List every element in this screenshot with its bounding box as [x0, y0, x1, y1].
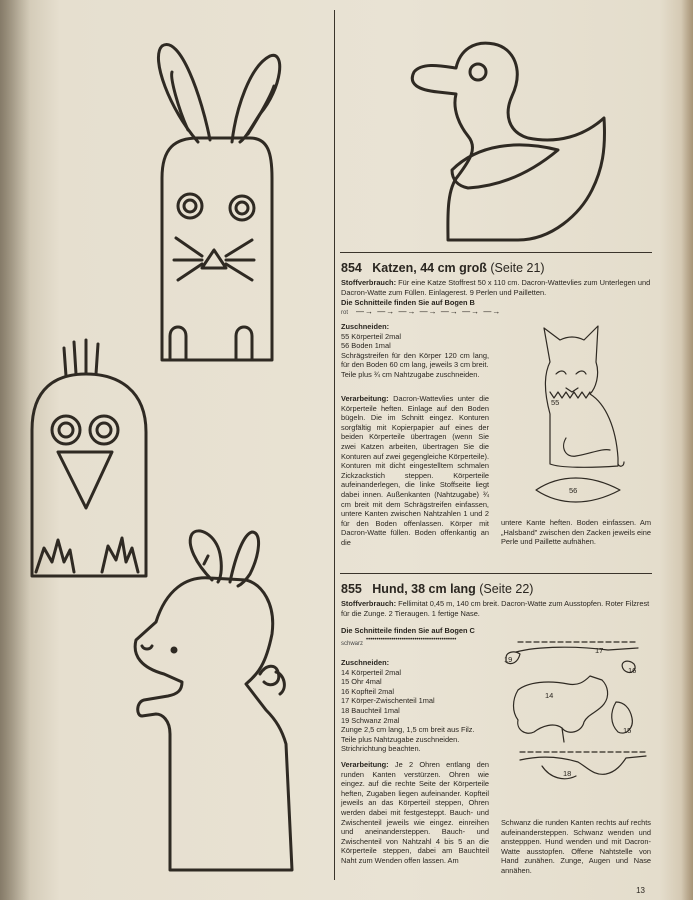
item-855-cut-line: 19 Schwanz 2mal: [341, 715, 400, 725]
item-855-dot-line: •••••••••••••••••••••••••••••••••••••••••••: [366, 637, 457, 643]
item-854-arrow-line: —→ —→ —→ —→ —→ —→ —→: [356, 307, 502, 316]
item-854-material-label: Stoffverbrauch:: [341, 278, 397, 287]
item-855-cut-line: 16 Kopfteil 2mal: [341, 686, 394, 696]
item-855-number: 855: [341, 582, 362, 596]
duck-puppet-outline: [408, 40, 608, 246]
item-855-material-label: Stoffverbrauch:: [341, 599, 397, 608]
page-number: 13: [636, 886, 645, 895]
item-855-cut-line: 14 Körperteil 2mal: [341, 667, 401, 677]
item-855-line-color: schwarz: [341, 641, 364, 647]
dog-sewing-pattern: [498, 632, 654, 792]
cat-piece-label-55: 55: [551, 398, 560, 407]
item-855-work-heading: Verarbeitung:: [341, 760, 389, 769]
item-854-work-heading: Verarbeitung:: [341, 394, 389, 403]
item-855-page-ref: (Seite 22): [479, 582, 534, 596]
dog-piece-label-15: 15: [623, 726, 632, 735]
section-rule-854: [340, 252, 652, 253]
item-855-title: Hund, 38 cm lang: [372, 582, 476, 596]
item-855-material: [341, 599, 653, 618]
item-855-cut-line: 18 Bauchteil 1mal: [341, 705, 400, 715]
dog-piece-label-17: 17: [595, 646, 604, 655]
item-855-cut-list: [341, 658, 489, 754]
item-855-cut-heading: Zuschneiden:: [341, 658, 390, 667]
hare-puppet-outline: [126, 524, 306, 880]
dog-piece-label-14: 14: [545, 691, 554, 700]
item-855-work: [341, 760, 489, 866]
item-854-heading: [341, 261, 545, 275]
item-855-heading: [341, 582, 533, 596]
item-854-work-continued: untere Kante heften. Boden einfassen. Am „Halsband" zwischen den Zacken jeweils eine Perle und Paillette aufnähen.: [501, 518, 651, 547]
item-854-line-color: rot: [341, 310, 349, 316]
item-854-material-text: Für eine Katze Stoffrest 50 x 110 cm. Dacron-Wattevlies zum Unterlegen und Dacron-Watte zum Füllen. Einlagerest. 9 Perlen und Pailletten.: [341, 278, 651, 297]
item-854-cut-list: [341, 322, 489, 380]
cat-sewing-pattern: [520, 318, 632, 530]
item-854-number: 854: [341, 261, 362, 275]
item-855-cut-line: Teile plus Nahtzugabe zuschneiden. Strichrichtung beachten.: [341, 734, 460, 754]
dog-piece-label-18: 18: [563, 769, 572, 778]
item-854-cut-line: 55 Körperteil 2mal: [341, 331, 401, 341]
item-854-cut-line: 56 Boden 1mal: [341, 341, 391, 351]
item-854-cut-heading: Zuschneiden:: [341, 322, 390, 331]
item-854-title: Katzen, 44 cm groß: [372, 261, 487, 275]
column-divider: [334, 10, 335, 880]
item-854-work-text: Dacron-Wattevlies unter die Körperteile heften. Einlage auf den Boden bügeln. Die im Schnitt eingez. Konturen sorgfältig mit Kopierpapier auf eines der beiden Körperteile übertragen (wenn Sie zwei Katzen arbeiten, übertragen Sie die Konturen auf zwei gegengleiche Körperteile). Konturen mit dicht eingestelltem schmalen Zickzackstich steppen. Körperteile aufeinanderlegen, die linke Stoffseite liegt dabei innen. Außenkanten (Nahtzugabe) ¾ cm breit mit dem Schrägstreifen einfassen, untere Kanten zwischen Nahtzahlen 1 und 2 für den Boden offenlassen. Körper mit Dacron-Watte füllen. Boden offenkantig an die: [341, 394, 489, 547]
rabbit-puppet-outline: [140, 38, 290, 368]
item-855-cut-line: 15 Ohr 4mal: [341, 677, 382, 687]
item-855-sheet-note: Die Schnitteile finden Sie auf Bogen C: [341, 626, 475, 635]
item-854-sheet-note: Die Schnitteile finden Sie auf Bogen B: [341, 298, 475, 307]
cat-piece-label-56: 56: [569, 486, 578, 495]
dog-piece-label-16: 16: [628, 666, 637, 675]
page-edge-shadow: [681, 0, 693, 900]
item-854-work: [341, 394, 489, 548]
item-855-cut-line: 17 Körper-Zwischenteil 1mal: [341, 696, 435, 706]
section-rule-855: [340, 573, 652, 574]
item-854-cut-line: Teile plus ¾ cm Nahtzugabe zuschneiden.: [341, 369, 480, 379]
item-855-work-text: Je 2 Ohren entlang den runden Kanten verstürzen. Ohren wie eingez. auf die rechte Seite der Körperteile heften, Zugaben liegen aufeinander. Kopfteil jeweils an das Körperteil steppen, Ohren werden dabei mit festgesteppt. Bauch- und Zwischenteil jeweils wie eingez. einreihen und aneinandersteppen. Bauch- und Zwischenteil von Nahtzahl 4 bis 5 an die Körperteile steppen, dabei am Bauchteil Naht zum Wenden offen lassen. Am: [341, 760, 489, 865]
item-854-page-ref: (Seite 21): [490, 261, 545, 275]
item-855-cut-line: Zunge 2,5 cm lang, 1,5 cm breit aus Filz.: [341, 725, 475, 735]
dog-piece-label-19: 19: [504, 655, 513, 664]
item-855-material-text: Fellimitat 0,45 m, 140 cm breit. Dacron-Watte zum Ausstopfen. Roter Filzrest für die Zunge. 2 Tieraugen. 1 fertige Nase.: [341, 599, 650, 618]
item-854-cut-line: Schrägstreifen für den Körper 120 cm lang, für den Boden 60 cm lang, jeweils 3 cm breit.: [341, 350, 489, 370]
item-855-work-continued: Schwanz die runden Kanten rechts auf rechts aufeinandersteppen. Schwanz wenden und anstepppen. Hund wenden und mit Dacron-Watte ausstopfen. Offene Nahtstelle von Hand zunähen. Zunge, Augen und Nase annähen.: [501, 818, 651, 875]
item-854-material: [341, 278, 653, 297]
